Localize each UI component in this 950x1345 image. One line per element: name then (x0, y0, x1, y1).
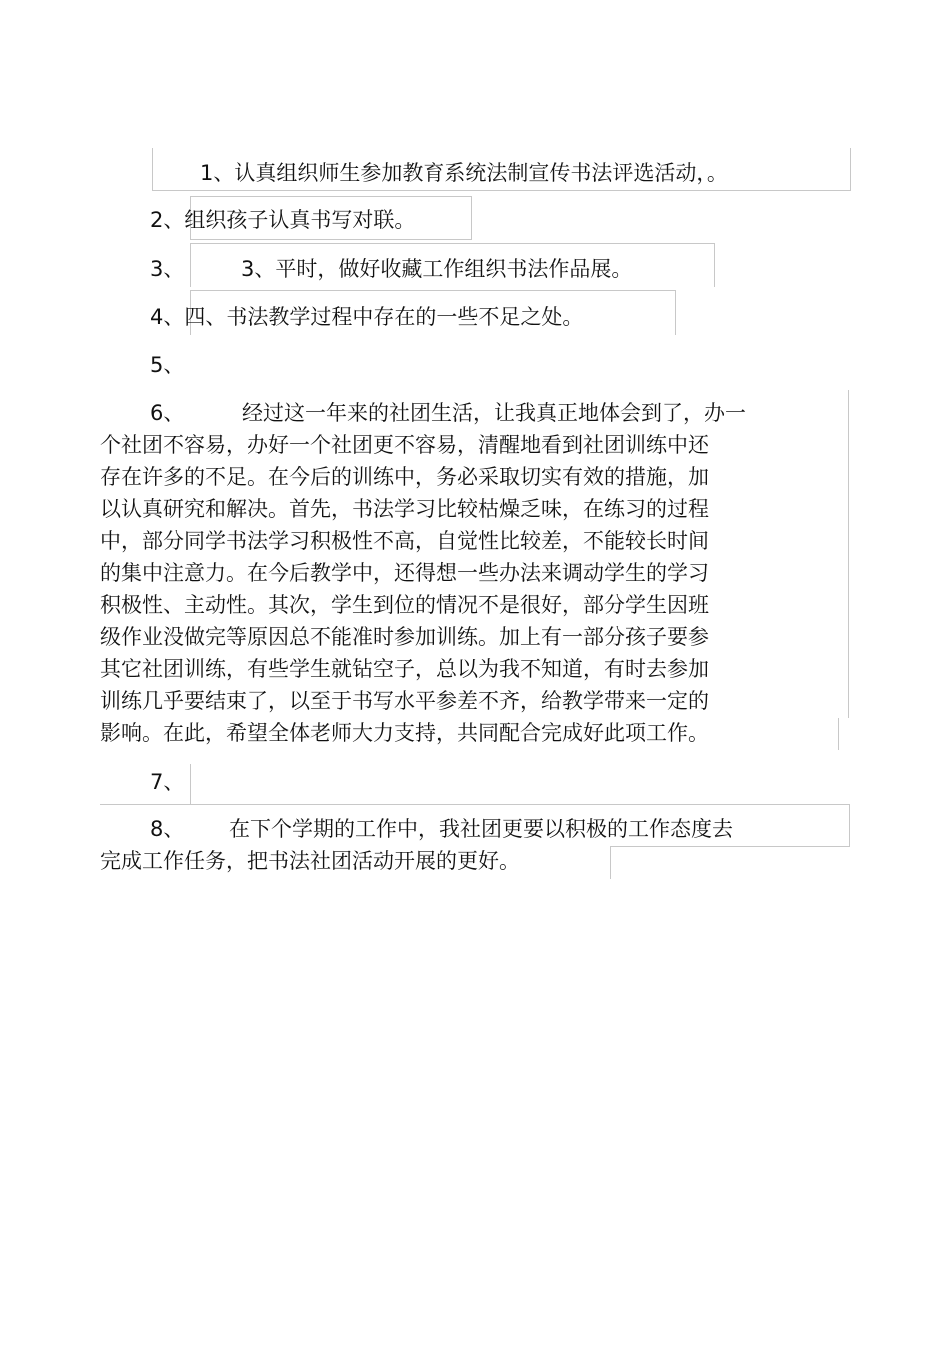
frame-line (848, 390, 849, 718)
paragraph-6 (100, 397, 800, 749)
paragraph-line: 影响。在此，希望全体老师大力支持，共同配合完成好此项工作。 (100, 721, 709, 745)
item-6-number: 6、 (150, 401, 185, 425)
item-3-number: 3、 (150, 257, 185, 281)
frame-line (838, 718, 839, 750)
paragraph-line: 以认真研究和解决。首先，书法学习比较枯燥乏味，在练习的过程 (100, 497, 709, 521)
paragraph-line: 存在许多的不足。在今后的训练中，务必采取切实有效的措施，加 (100, 465, 709, 489)
item-4 (150, 303, 583, 331)
frame-line (190, 764, 191, 804)
paragraph-line: 在下个学期的工作中，我社团更要以积极的工作态度去 (229, 817, 733, 841)
paragraph-8 (100, 813, 800, 877)
item-1-text: 1、认真组织师生参加教育系统法制宣传书法评选活动，。 (200, 161, 728, 185)
item-3 (150, 255, 184, 283)
item-7-number: 7、 (150, 770, 185, 794)
item-8-number: 8、 (150, 817, 185, 841)
item-2-text: 组织孩子认真书写对联。 (184, 208, 416, 232)
item-4-number: 4、 (150, 305, 185, 329)
paragraph-line: 中，部分同学书法学习积极性不高，自觉性比较差，不能较长时间 (100, 529, 709, 553)
paragraph-line: 个社团不容易，办好一个社团更不容易，清醒地看到社团训练中还 (100, 433, 709, 457)
paragraph-line: 训练几乎要结束了，以至于书写水平参差不齐，给教学带来一定的 (100, 689, 709, 713)
item-5-number: 5、 (150, 353, 185, 377)
paragraph-line: 完成工作任务，把书法社团活动开展的更好。 (100, 849, 520, 873)
item-2 (150, 206, 415, 234)
paragraph-line: 的集中注意力。在今后教学中，还得想一些办法来调动学生的学习 (100, 561, 709, 585)
item-5 (150, 351, 184, 379)
paragraph-line: 其它社团训练，有些学生就钻空子，总以为我不知道，有时去参加 (100, 657, 709, 681)
item-3-content (241, 255, 632, 283)
item-1 (200, 159, 728, 187)
paragraph-line: 经过这一年来的社团生活，让我真正地体会到了，办一 (242, 401, 746, 425)
item-2-number: 2、 (150, 208, 185, 232)
item-3-text: 3、平时，做好收藏工作组织书法作品展。 (241, 257, 633, 281)
paragraph-line: 级作业没做完等原因总不能准时参加训练。加上有一部分孩子要参 (100, 625, 709, 649)
paragraph-line: 积极性、主动性。其次，学生到位的情况不是很好，部分学生因班 (100, 593, 709, 617)
item-4-text: 四、书法教学过程中存在的一些不足之处。 (184, 305, 584, 329)
